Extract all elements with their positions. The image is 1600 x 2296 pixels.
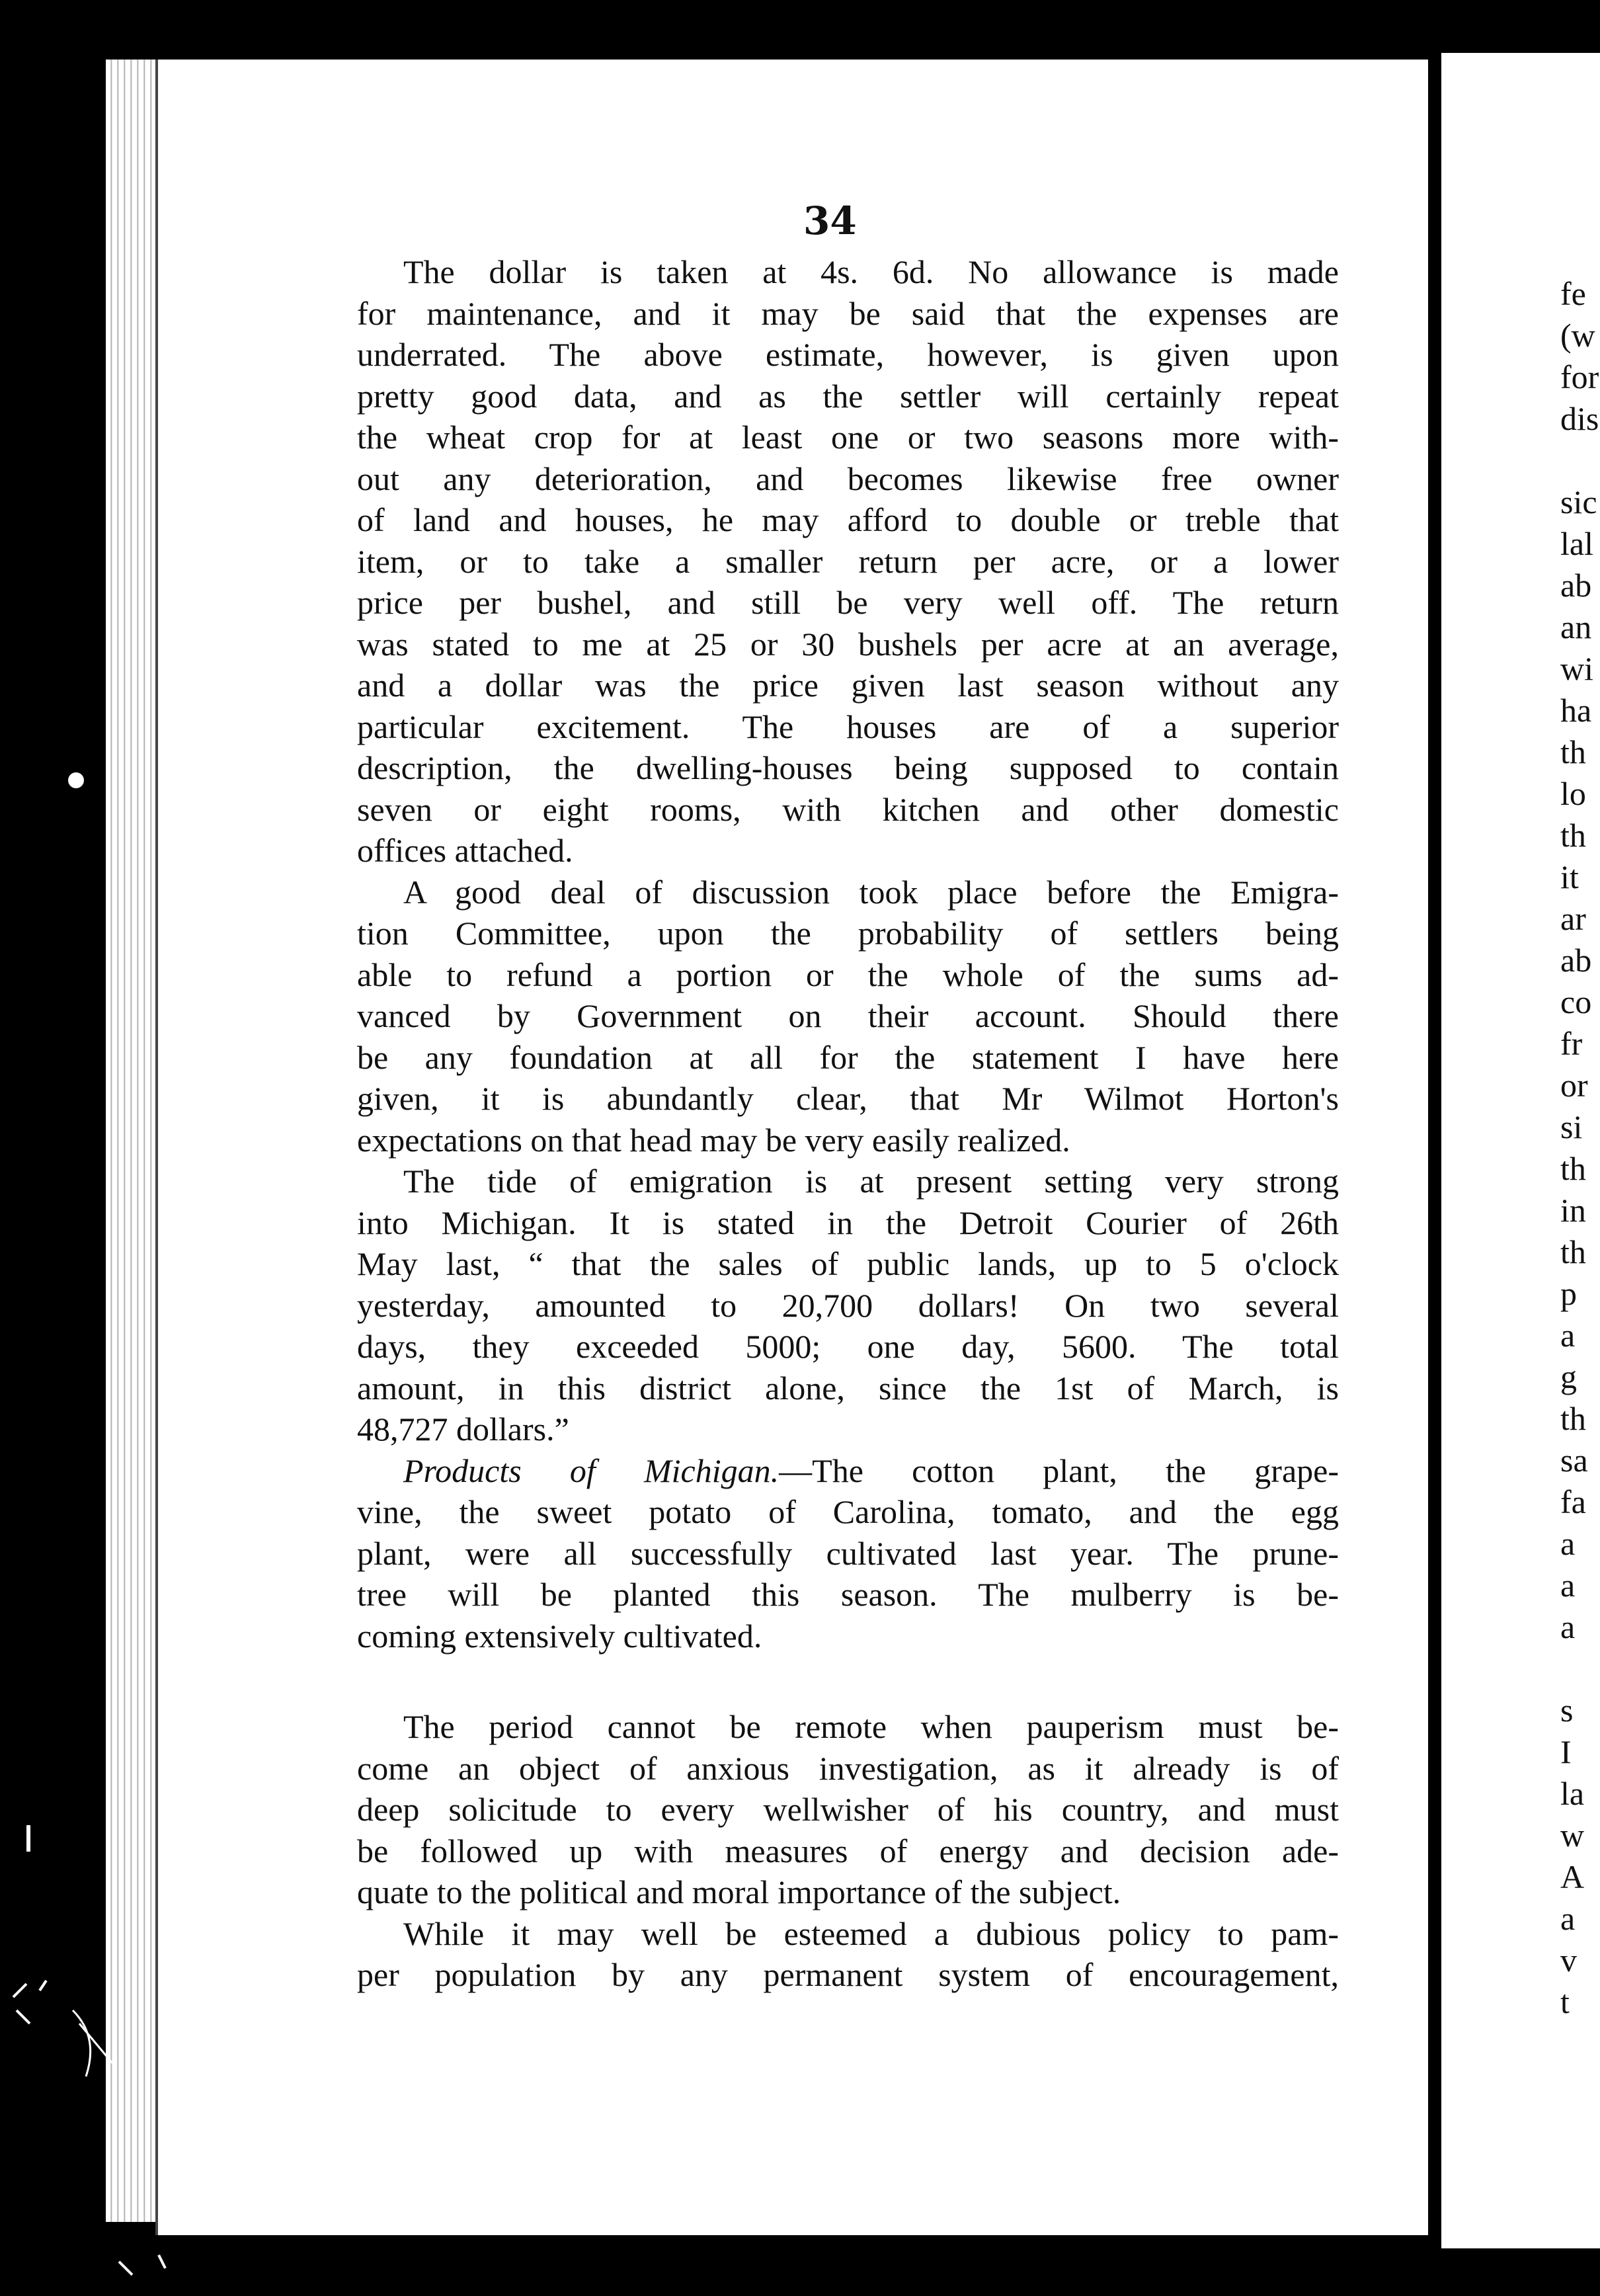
text-line <box>357 624 1339 665</box>
facing-page-fragment: a <box>1560 1525 1576 1562</box>
facing-page-fragment: la <box>1560 1775 1585 1812</box>
text-line-content: The tide of emigration is at present setting very strong <box>403 1163 1339 1200</box>
facing-page-fragment: t <box>1560 1983 1570 2020</box>
text-line <box>357 1243 1339 1285</box>
facing-page-fragment: th <box>1560 817 1586 854</box>
text-line <box>357 872 1339 913</box>
text-line-content: yesterday, amounted to 20,700 dollars! On two several <box>357 1286 1339 1324</box>
text-line-content: description, the dwelling-houses being supposed to contain <box>357 749 1339 786</box>
facing-page-fragment: wi <box>1560 650 1593 687</box>
facing-page-fragment: it <box>1560 858 1579 895</box>
text-line-content: 48,727 dollars.” <box>357 1411 569 1448</box>
text-line <box>357 1161 1339 1202</box>
facing-page-fragment: in <box>1560 1192 1586 1229</box>
text-line-content: amount, in this district alone, since the 1st of March, is <box>357 1369 1339 1407</box>
text-line-content: of land and houses, he may afford to double or treble that <box>357 501 1339 538</box>
text-line <box>357 499 1339 541</box>
facing-page-fragment: sic <box>1560 483 1597 520</box>
text-line <box>357 1574 1339 1616</box>
text-line-content: item, or to take a smaller return per acre, or a lower <box>357 542 1339 580</box>
facing-page-fragment: th <box>1560 1400 1586 1437</box>
facing-page-fragment: fe <box>1560 275 1586 312</box>
text-line-content: and a dollar was the price given last season without any <box>357 667 1339 704</box>
facing-page-fragment: fr <box>1560 1025 1583 1062</box>
facing-page-fragment: si <box>1560 1108 1583 1145</box>
text-line <box>357 1450 1339 1492</box>
text-line <box>357 1789 1339 1830</box>
text-line-content: particular excitement. The houses are of a superior <box>357 708 1339 745</box>
text-line <box>357 706 1339 748</box>
text-line-content: able to refund a portion or the whole of the sums ad- <box>357 956 1339 993</box>
facing-page-fragment: I <box>1560 1733 1572 1770</box>
text-line <box>357 995 1339 1037</box>
text-line <box>357 830 1339 872</box>
text-line-content: vine, the sweet potato of Carolina, tomato, and the egg <box>357 1493 1339 1530</box>
facing-page-fragment: p <box>1560 1275 1577 1312</box>
text-line-content: the wheat crop for at least one or two seasons more with- <box>357 419 1339 456</box>
text-line-content: While it may well be esteemed a dubious policy to pam- <box>403 1914 1339 1952</box>
facing-page-fragment: a <box>1560 1608 1576 1645</box>
text-line <box>357 334 1339 376</box>
text-line-content: tion Committee, upon the probability of settlers being <box>357 915 1339 952</box>
page-number: 34 <box>803 198 857 243</box>
facing-page-fragment: or <box>1560 1067 1588 1104</box>
facing-page-fragment: ha <box>1560 692 1592 729</box>
text-line-content: for maintenance, and it may be said that the expenses are <box>357 294 1339 332</box>
text-line <box>357 1409 1339 1450</box>
facing-page-fragment: an <box>1560 608 1592 645</box>
text-line-content: per population by any permanent system of encouragement, <box>357 1956 1339 1993</box>
facing-page-fragment: th <box>1560 1150 1586 1187</box>
facing-page-fragment: s <box>1560 1692 1574 1729</box>
text-line <box>357 1616 1339 1657</box>
text-line <box>357 458 1339 500</box>
text-line-content: underrated. The above estimate, however, is given upon <box>357 336 1339 373</box>
text-line-content: expectations on that head may be very easily realized. <box>357 1121 1070 1159</box>
text-line-content: May last, “ that the sales of public lands, up to 5 o'clock <box>357 1245 1339 1282</box>
text-line <box>357 1491 1339 1533</box>
text-line-content: out any deterioration, and becomes likewise free owner <box>357 460 1339 497</box>
text-line-content: vanced by Government on their account. Should there <box>357 997 1339 1034</box>
text-line-content: be followed up with measures of energy and decision ade- <box>357 1832 1339 1869</box>
facing-page-fragment: ar <box>1560 900 1586 937</box>
facing-page-fragment: sa <box>1560 1442 1588 1479</box>
facing-page-fragment: lo <box>1560 775 1586 812</box>
facing-page-fragment: a <box>1560 1900 1576 1937</box>
text-line-content: pretty good data, and as the settler will certainly repeat <box>357 377 1339 415</box>
text-line-content: was stated to me at 25 or 30 bushels per acre at an average, <box>357 625 1339 663</box>
text-line <box>357 747 1339 789</box>
text-line-content: days, they exceeded 5000; one day, 5600. The total <box>357 1328 1339 1365</box>
facing-page-fragment: g <box>1560 1358 1577 1395</box>
text-line <box>357 1748 1339 1789</box>
facing-page-fragment: co <box>1560 983 1592 1020</box>
facing-page-fragment: ab <box>1560 942 1592 979</box>
italic-heading: Products of Michigan. <box>403 1452 780 1489</box>
text-line <box>357 376 1339 417</box>
text-line <box>357 1120 1339 1161</box>
text-line <box>357 1037 1339 1079</box>
text-line-content: plant, were all successfully cultivated last year. The prune- <box>357 1534 1339 1572</box>
facing-page-fragment: A <box>1560 1858 1585 1895</box>
text-line <box>357 1326 1339 1368</box>
text-line <box>357 665 1339 706</box>
text-line <box>357 541 1339 583</box>
facing-page-fragment: v <box>1560 1942 1577 1979</box>
facing-page-fragment: th <box>1560 733 1586 770</box>
text-line <box>357 1533 1339 1575</box>
text-line <box>357 1954 1339 1996</box>
text-line-content: price per bushel, and still be very well off. The return <box>357 584 1339 621</box>
text-line <box>357 1830 1339 1872</box>
text-line-content: come an object of anxious investigation, as it already is of <box>357 1749 1339 1787</box>
text-line-content: tree will be planted this season. The mulberry is be- <box>357 1576 1339 1613</box>
facing-page-fragment: ab <box>1560 567 1592 604</box>
text-line-content: —The cotton plant, the grape- <box>779 1452 1339 1489</box>
text-line-content: The dollar is taken at 4s. 6d. No allowance is made <box>403 253 1339 290</box>
text-line <box>357 1285 1339 1327</box>
text-line <box>357 293 1339 335</box>
facing-page-fragment: w <box>1560 1817 1585 1854</box>
text-line <box>357 417 1339 458</box>
text-line <box>357 251 1339 293</box>
facing-page-fragment: dis <box>1560 400 1599 437</box>
facing-page-fragment: a <box>1560 1567 1576 1604</box>
text-line-content: offices attached. <box>357 832 573 869</box>
text-line-content: given, it is abundantly clear, that Mr Wilmot Horton's <box>357 1080 1339 1117</box>
facing-page-fragment: for <box>1560 358 1599 395</box>
text-line-content: deep solicitude to every wellwisher of his country, and must <box>357 1791 1339 1828</box>
text-line-content: be any foundation at all for the statement I have here <box>357 1038 1339 1076</box>
text-line <box>357 1706 1339 1748</box>
facing-page-fragment: th <box>1560 1233 1586 1270</box>
page-text <box>357 251 1339 1996</box>
text-line-content: seven or eight rooms, with kitchen and other domestic <box>357 790 1339 828</box>
text-line <box>357 1202 1339 1244</box>
text-line <box>357 1368 1339 1409</box>
facing-page-fragment: fa <box>1560 1483 1586 1520</box>
text-line <box>357 789 1339 831</box>
text-line-content: The period cannot be remote when pauperism must be- <box>403 1708 1339 1745</box>
text-line-content: A good deal of discussion took place before the Emigra- <box>403 873 1339 911</box>
text-line-content: into Michigan. It is stated in the Detroit Courier of 26th <box>357 1204 1339 1241</box>
text-line <box>357 954 1339 996</box>
paragraph-gap <box>357 1657 1339 1706</box>
text-line-content: quate to the political and moral importance of the subject. <box>357 1873 1121 1910</box>
facing-page-fragment: lal <box>1560 525 1593 562</box>
text-line <box>357 913 1339 954</box>
text-line-content: coming extensively cultivated. <box>357 1617 762 1655</box>
facing-page-fragment: a <box>1560 1317 1576 1354</box>
facing-page-fragment: (w <box>1560 317 1595 354</box>
text-line <box>357 1078 1339 1120</box>
text-line <box>357 582 1339 624</box>
book-gutter <box>1428 40 1443 2275</box>
text-line <box>357 1913 1339 1955</box>
text-line <box>357 1871 1339 1913</box>
